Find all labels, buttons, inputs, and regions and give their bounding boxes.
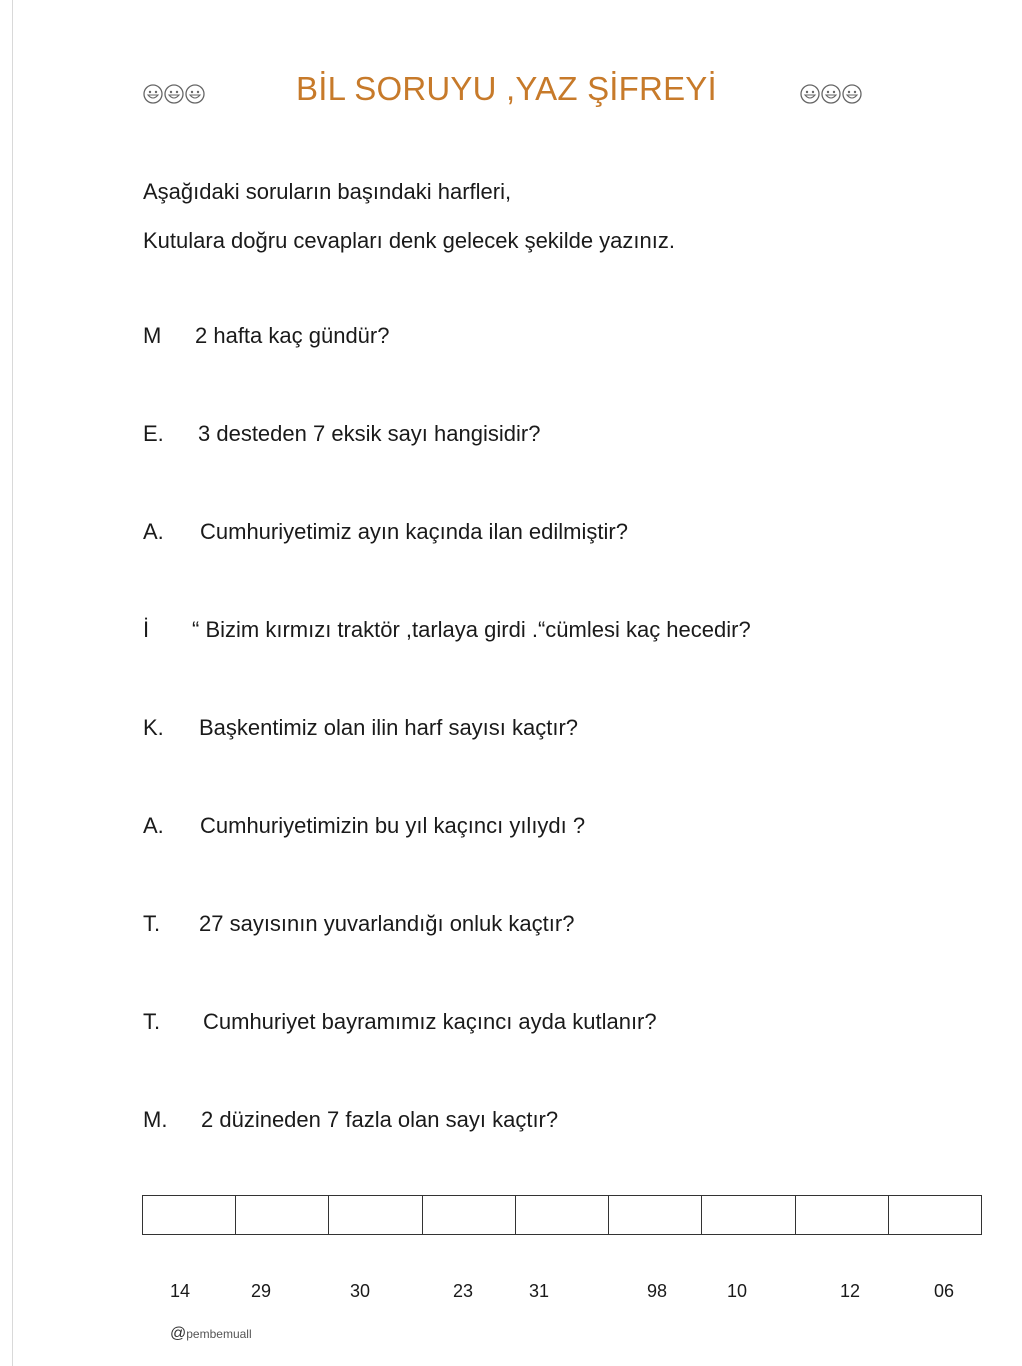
question-letter: İ [143, 617, 150, 642]
answer-number: 06 [934, 1281, 955, 1301]
answer-number: 31 [529, 1281, 550, 1301]
answer-number: 12 [840, 1281, 861, 1301]
question-letter: E. [143, 421, 164, 446]
grinning-face-icon [164, 84, 184, 104]
question-text: 2 düzineden 7 fazla olan sayı kaçtır? [201, 1107, 559, 1132]
answer-boxes [142, 1195, 982, 1235]
answer-box[interactable] [889, 1196, 981, 1234]
question-letter: A. [143, 519, 164, 544]
answer-number: 98 [647, 1281, 668, 1301]
answer-number: 30 [350, 1281, 371, 1301]
answer-box[interactable] [423, 1196, 516, 1234]
question-text: Başkentimiz olan ilin harf sayısı kaçtır? [199, 715, 579, 740]
question-text: Cumhuriyetimiz ayın kaçında ilan edilmiştir? [200, 519, 628, 544]
question-letter: M. [143, 1107, 168, 1132]
question-text: 27 sayısının yuvarlandığı onluk kaçtır? [199, 911, 575, 936]
instruction-line-2: Kutulara doğru cevapları denk gelecek şekilde yazınız. [143, 228, 675, 253]
answer-number: 10 [727, 1281, 748, 1301]
instruction-line-1: Aşağıdaki soruların başındaki harfleri, [143, 179, 512, 204]
answer-box[interactable] [796, 1196, 889, 1234]
at-sign: @ [170, 1325, 187, 1342]
answer-number: 29 [251, 1281, 272, 1301]
grinning-face-icon [185, 84, 205, 104]
page-edge-line [12, 0, 13, 1366]
answer-number: 14 [170, 1281, 191, 1301]
grinning-face-icon [143, 84, 163, 104]
answer-number: 23 [453, 1281, 474, 1301]
answer-box[interactable] [143, 1196, 236, 1234]
question-letter: K. [143, 715, 164, 740]
answer-box[interactable] [702, 1196, 795, 1234]
worksheet-title: BİL SORUYU ,YAZ ŞİFREYİ [296, 70, 717, 107]
question-letter: A. [143, 813, 164, 838]
question-letter: T. [143, 1009, 161, 1034]
answer-box[interactable] [609, 1196, 702, 1234]
title-row [0, 66, 1022, 116]
question-text: “ Bizim kırmızı traktör ,tarlaya girdi .“cümlesi kaç hecedir? [192, 617, 751, 642]
question-text: 3 desteden 7 eksik sayı hangisidir? [198, 421, 541, 446]
question-text: 2 hafta kaç gündür? [195, 323, 390, 348]
grinning-face-icon [842, 84, 862, 104]
grinning-face-icon [821, 84, 841, 104]
question-text: Cumhuriyet bayramımız kaçıncı ayda kutlanır? [203, 1009, 657, 1034]
credit-handle-text: pembemuall [186, 1327, 252, 1341]
question-letter: M [143, 323, 162, 348]
emoji-group-right [800, 84, 862, 104]
grinning-face-icon [800, 84, 820, 104]
answer-box[interactable] [516, 1196, 609, 1234]
question-text: Cumhuriyetimizin bu yıl kaçıncı yılıydı ? [200, 813, 586, 838]
answer-box[interactable] [329, 1196, 422, 1234]
question-letter: T. [143, 911, 161, 936]
emoji-group-left [143, 84, 205, 104]
answer-box[interactable] [236, 1196, 329, 1234]
credit-handle [170, 1325, 252, 1343]
